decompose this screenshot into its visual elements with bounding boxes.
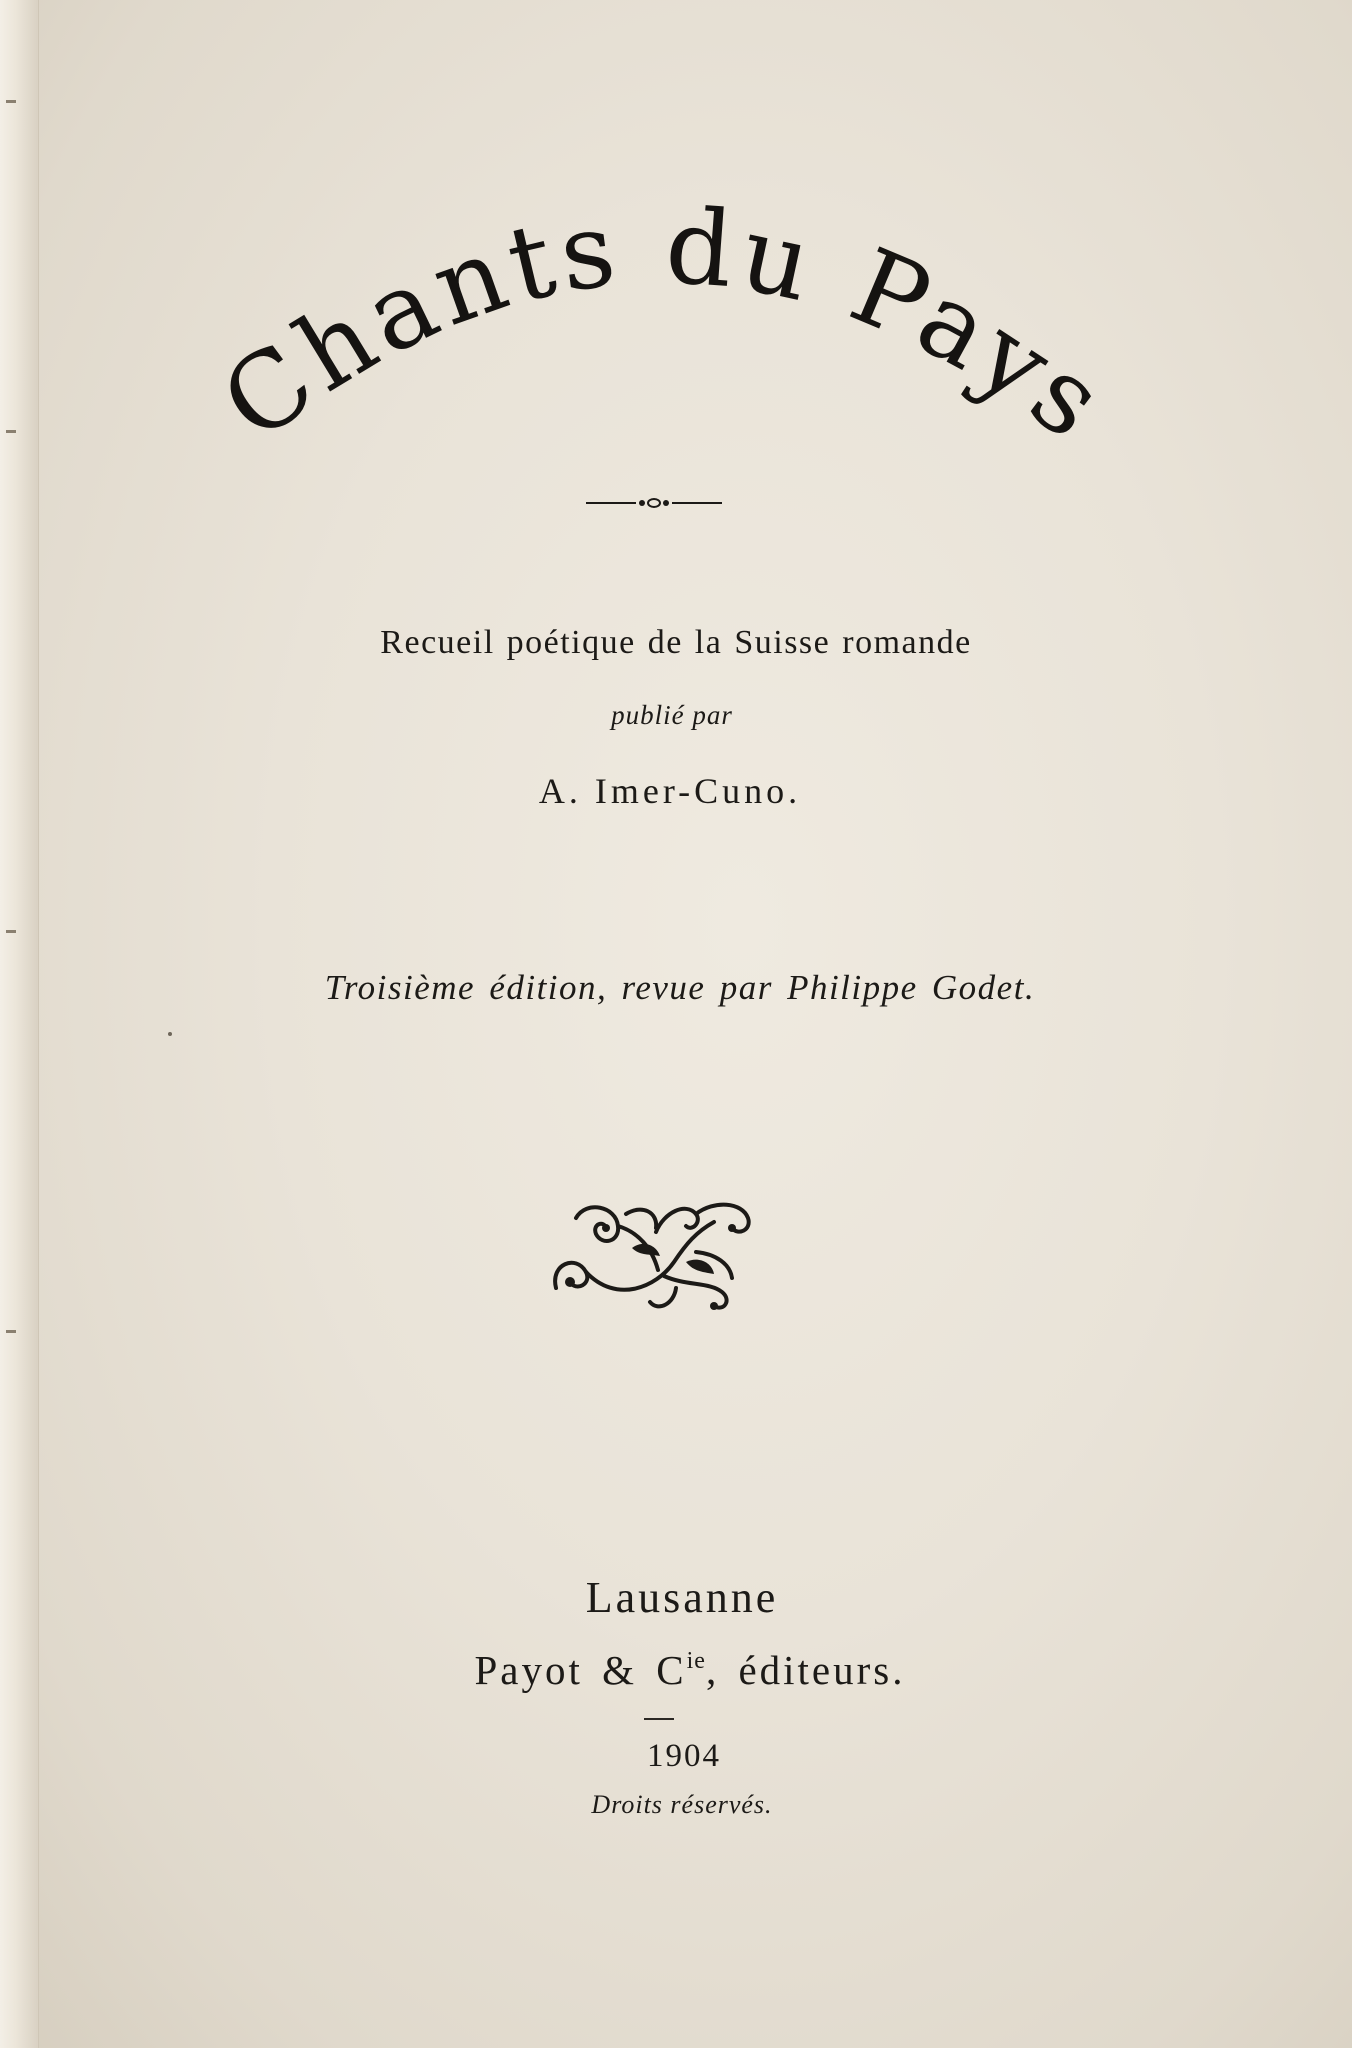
fleuron-ornament-icon [546,1192,760,1318]
spine-mark [6,1330,16,1333]
paper-speck [168,1032,172,1036]
edition-statement: Troisième édition, revue par Philippe Godet. [324,968,1036,1007]
publisher-suffix: , éditeurs. [705,1647,906,1693]
book-title-text: Chants du Pays [199,184,1131,466]
imprint-publisher [14,1646,1352,1694]
imprint-rule [644,1718,674,1720]
author-name: A. Imer-Cuno. [538,771,802,811]
ornamental-rule-icon [586,495,722,511]
rights-notice: Droits réservés. [591,1790,773,1819]
published-by-line: publié par [611,700,733,730]
publisher-superscript: ie [686,1648,706,1674]
svg-text:Chants du Pays [200,184,1130,465]
spine-mark [6,930,16,933]
book-title [0,0,1352,560]
publication-year: 1904 [647,1738,721,1774]
subtitle: Recueil poétique de la Suisse romande [380,624,972,661]
imprint-city: Lausanne [585,1573,779,1622]
publisher-name: Payot & C [474,1647,687,1693]
